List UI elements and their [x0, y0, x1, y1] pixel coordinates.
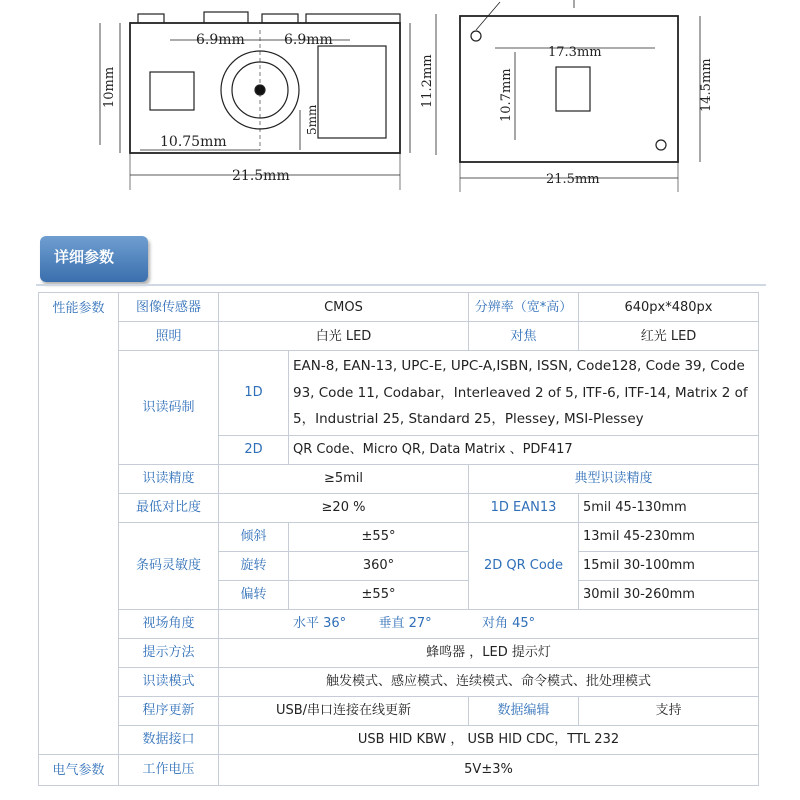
contrast-label: 最低对比度	[119, 493, 219, 522]
dim-front-width: 21.5mm	[232, 168, 290, 184]
qr-row-1: 13mil 45-230mm	[579, 522, 759, 551]
resolution-label: 分辨率（宽*高）	[469, 293, 579, 322]
perf-group-label: 性能参数	[39, 293, 119, 755]
sym-1d-label: 1D	[219, 351, 289, 436]
typical-precision-label: 典型识读精度	[469, 464, 759, 493]
iface-label: 数据接口	[119, 725, 219, 754]
iface-value: USB HID KBW ， USB HID CDC，TTL 232	[219, 725, 759, 754]
table-row	[39, 293, 759, 322]
update-value: USB/串口连接在线更新	[219, 696, 469, 725]
precision-value: ≥5mil	[219, 464, 469, 493]
edit-value: 支持	[579, 696, 759, 725]
sensitivity-label: 条码灵敏度	[119, 522, 219, 609]
sym-2d-label: 2D	[219, 435, 289, 464]
dim-6-9-right: 6.9mm	[284, 32, 333, 48]
contrast-value: ≥20 %	[219, 493, 469, 522]
fov-label: 视场角度	[119, 609, 219, 638]
voltage-label: 工作电压	[119, 754, 219, 785]
table-row	[39, 725, 759, 754]
dim-height-11-2: 11.2mm	[420, 54, 435, 108]
focus-value: 红光 LED	[579, 322, 759, 351]
table-row	[39, 638, 759, 667]
dim-14-5: 14.5mm	[699, 58, 714, 112]
tilt-value: ±55°	[289, 522, 469, 551]
prompt-label: 提示方法	[119, 638, 219, 667]
spec-table	[38, 292, 759, 786]
light-value: 白光 LED	[219, 322, 469, 351]
prompt-value: 蜂鸣器 ，LED 提示灯	[219, 638, 759, 667]
mode-value: 触发模式、感应模式、连续模式、命令模式、批处理模式	[219, 667, 759, 696]
qr-row-2: 15mil 30-100mm	[579, 551, 759, 580]
fov-diagonal: 对角 45°	[481, 616, 536, 631]
elec-group-label: 电气参数	[39, 754, 119, 785]
table-row	[39, 464, 759, 493]
table-row	[39, 351, 759, 436]
front-view	[100, 12, 436, 190]
resolution-value: 640px*480px	[579, 293, 759, 322]
edit-label: 数据编辑	[469, 696, 579, 725]
focus-label: 对焦	[469, 322, 579, 351]
rotate-value: 360°	[289, 551, 469, 580]
dim-height-10: 10mm	[102, 66, 117, 108]
precision-label: 识读精度	[119, 464, 219, 493]
sym-1d-value: EAN-8, EAN-13, UPC-E, UPC-A,ISBN, ISSN, Code128, Code 39, Code 93, Code 11, Codabar，Interleaved 2 of 5, ITF-6, ITF-14, Matrix 2 of 5，Industrial 25, Standard 25，Plessey, MSI-Plessey	[289, 351, 759, 436]
fov-horizontal: 水平 36°	[293, 616, 347, 631]
mode-label: 识读模式	[119, 667, 219, 696]
dimension-drawing	[0, 0, 800, 200]
section-title-tab: 详细参数	[40, 236, 148, 282]
qr-label: 2D QR Code	[469, 522, 579, 609]
qr-row-3: 30mil 30-260mm	[579, 580, 759, 609]
table-row	[39, 522, 759, 551]
section-divider	[36, 284, 766, 286]
sensor-value: CMOS	[219, 293, 469, 322]
fov-vertical: 垂直 27°	[378, 616, 432, 631]
table-row	[39, 493, 759, 522]
skew-label: 偏转	[219, 580, 289, 609]
sym-2d-value: QR Code、Micro QR, Data Matrix 、PDF417	[289, 435, 759, 464]
symbology-label: 识读码制	[119, 351, 219, 465]
fov-values	[219, 609, 759, 638]
light-label: 照明	[119, 322, 219, 351]
back-view	[460, 0, 700, 192]
dim-back-width: 21.5mm	[546, 172, 600, 187]
table-row	[39, 696, 759, 725]
table-row	[39, 609, 759, 638]
dim-17-3: 17.3mm	[548, 45, 602, 60]
tilt-label: 倾斜	[219, 522, 289, 551]
ean13-value: 5mil 45-130mm	[579, 493, 759, 522]
ean13-label: 1D EAN13	[469, 493, 579, 522]
table-row	[39, 667, 759, 696]
dim-10-75: 10.75mm	[160, 134, 227, 150]
dim-10-7: 10.7mm	[499, 68, 514, 122]
sensor-label: 图像传感器	[119, 293, 219, 322]
dim-5: 5mm	[305, 104, 319, 135]
update-label: 程序更新	[119, 696, 219, 725]
table-row	[39, 754, 759, 785]
table-row	[39, 322, 759, 351]
rotate-label: 旋转	[219, 551, 289, 580]
voltage-value: 5V±3%	[219, 754, 759, 785]
dim-6-9-left: 6.9mm	[196, 32, 245, 48]
skew-value: ±55°	[289, 580, 469, 609]
